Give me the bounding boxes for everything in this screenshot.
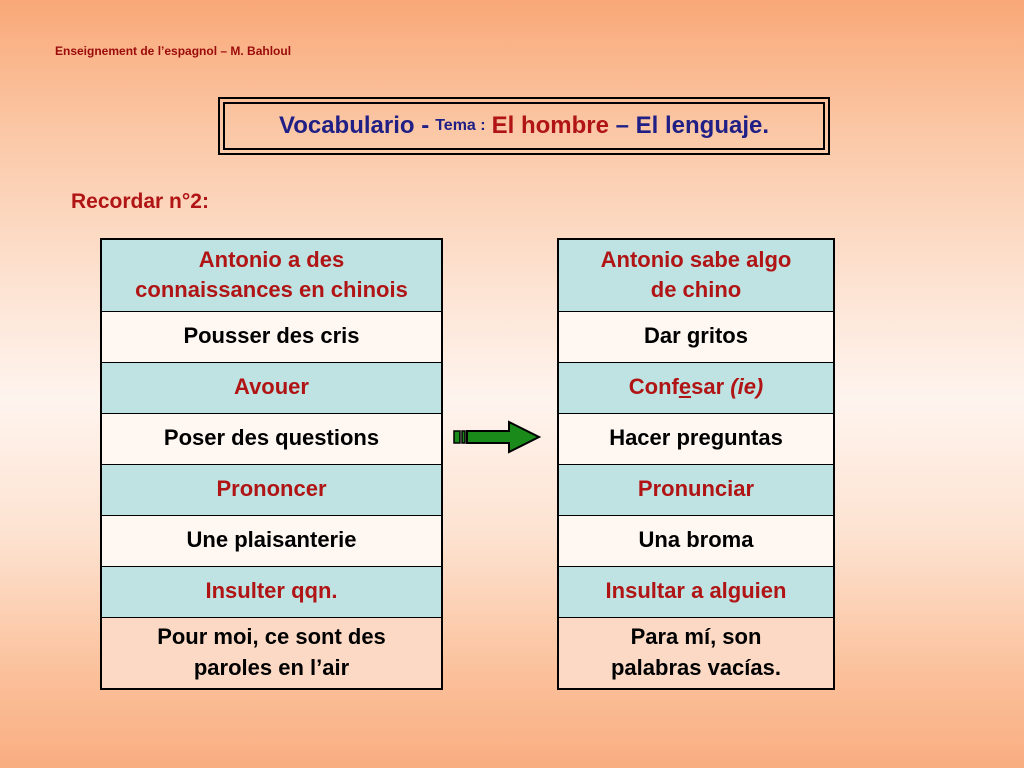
spanish-cell (558, 239, 834, 311)
cell-line: palabras vacías. (610, 654, 781, 680)
title-tema: Tema : (435, 117, 486, 134)
spanish-cell (558, 362, 834, 413)
table-row (558, 362, 834, 413)
table-row (101, 617, 442, 689)
cell-line: Antonio sabe algo (600, 246, 792, 272)
cell-line: connaissances en chinois (135, 277, 408, 303)
spanish-cell: Una broma (558, 515, 834, 566)
table-row (101, 311, 442, 362)
french-cell: Avouer (101, 362, 442, 413)
title-box (218, 97, 830, 155)
title-el-lenguaje: El lenguaje. (635, 112, 770, 139)
right-arrow-icon (453, 420, 541, 454)
spanish-cell (558, 617, 834, 689)
title-inner (223, 102, 825, 150)
spanish-cell: Dar gritos (558, 311, 834, 362)
spanish-cell: Insultar a alguien (558, 566, 834, 617)
table-row (101, 515, 442, 566)
cell-text: Conf (628, 374, 679, 400)
table-row (558, 413, 834, 464)
spanish-cell: Hacer preguntas (558, 413, 834, 464)
table-row (101, 464, 442, 515)
table-row (558, 617, 834, 689)
french-cell: Insulter qqn. (101, 566, 442, 617)
title-vocabulario: Vocabulario - (278, 112, 430, 139)
french-cell: Poser des questions (101, 413, 442, 464)
french-cell: Une plaisanterie (101, 515, 442, 566)
cell-line: Pour moi, ce sont des (157, 624, 386, 650)
table-row (558, 515, 834, 566)
table-row (101, 362, 442, 413)
table-row (558, 464, 834, 515)
title-dash: – (608, 112, 636, 139)
table-row (558, 566, 834, 617)
stem-change-note: (ie) (730, 374, 764, 400)
header-note: Enseignement de l’espagnol – M. Bahloul (55, 44, 292, 58)
title-el-hombre: El hombre (491, 112, 609, 139)
cell-line: Para mí, son (630, 624, 762, 650)
stressed-vowel: e (678, 374, 692, 400)
table-row (101, 239, 442, 311)
french-cell: Pousser des cris (101, 311, 442, 362)
recall-label: Recordar n°2: (71, 190, 209, 213)
spanish-vocab-table (557, 238, 835, 690)
french-cell (101, 617, 442, 689)
french-cell: Prononcer (101, 464, 442, 515)
french-vocab-table (100, 238, 443, 690)
table-row (558, 239, 834, 311)
cell-line: Antonio a des (198, 246, 345, 272)
cell-text: sar (691, 374, 731, 400)
table-row (558, 311, 834, 362)
french-cell (101, 239, 442, 311)
cell-line: de chino (650, 277, 742, 303)
table-row (101, 566, 442, 617)
table-row (101, 413, 442, 464)
cell-line: paroles en l’air (193, 654, 350, 680)
spanish-cell: Pronunciar (558, 464, 834, 515)
